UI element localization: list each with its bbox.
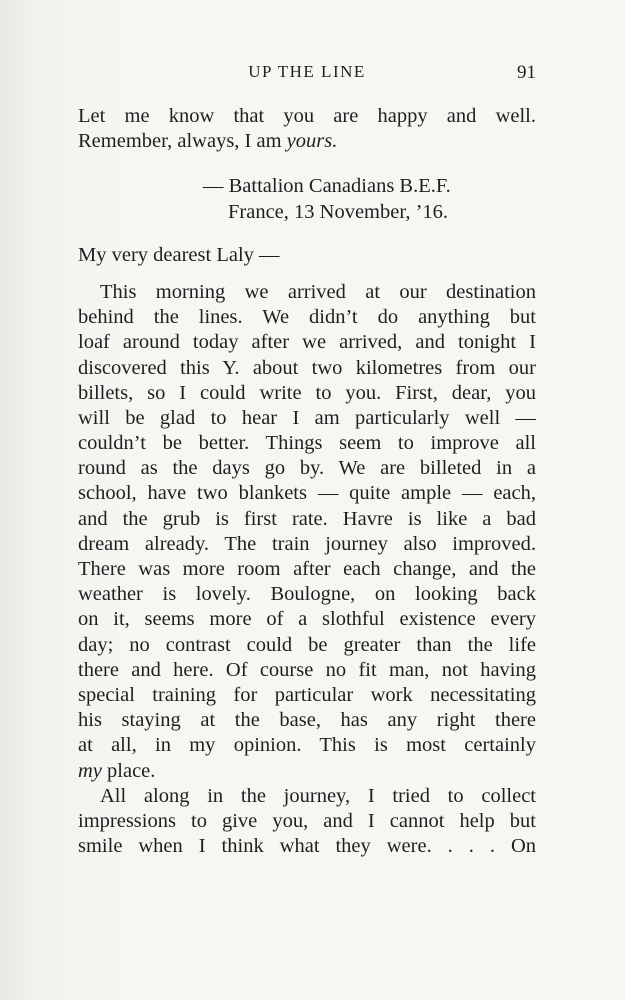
paragraph-line: weather is lovely. Boulogne, on looking back [78,583,536,606]
closing-text: Remember, always, I am [78,130,287,153]
dateline-line-2: France, 13 November, ’16. [228,200,449,223]
paragraph-line: smile when I think what they were. . . . On [78,835,536,858]
closing-line-1: Let me know that you are happy and well. [78,105,536,127]
running-head [78,62,536,86]
emphasis-word: my [78,759,102,782]
paragraph-line: behind the lines. We didn’t do anything but [78,306,536,329]
paragraph-line: and the grub is first rate. Havre is like a bad [78,507,536,530]
paragraph-line: will be glad to hear I am particularly well — [78,406,536,429]
paragraph-line: round as the days go by. We are billeted in a [78,457,536,480]
running-title: UP THE LINE [248,62,366,81]
paragraph-line: This morning we arrived at our destination [100,280,536,303]
paragraph-last-line [78,759,536,784]
paragraph-line: There was more room after each change, and the [78,558,536,580]
paragraph-line: there and here. Of course no fit man, not having [78,658,536,681]
paragraph-1 [78,280,536,784]
paragraph-line: school, have two blankets — quite ample — each, [78,482,536,505]
closing-line-2 [78,129,536,154]
paragraph-line: loaf around today after we arrived, and tonight I [78,331,536,354]
body-text [78,104,536,859]
paragraph-line: impressions to give you, and I cannot help but [78,809,536,832]
paragraph-line: billets, so I could write to you. First, dear, you [78,381,536,404]
paragraph-line: day; no contrast could be greater than the life [78,633,536,656]
paragraph-line: All along in the journey, I tried to collect [100,784,536,807]
closing-emphasis: yours. [286,130,338,153]
paragraph-line: special training for particular work necessitating [78,683,536,706]
paragraph-line: discovered this Y. about two kilometres from our [78,356,536,379]
last-line-text: place. [101,759,156,782]
paragraph-line: dream already. The train journey also improved. [78,532,536,555]
paragraph-line: couldn’t be better. Things seem to improve all [78,432,536,455]
salutation: My very dearest Laly — [78,243,280,266]
paragraph-line: at all, in my opinion. This is most certainly [78,734,536,757]
paragraph-line: his staying at the base, has any right there [78,709,536,732]
page-number: 91 [517,62,536,83]
paragraph-2 [78,784,536,860]
paragraph-line: on it, seems more of a slothful existence every [78,608,536,631]
dateline-line-1: — Battalion Canadians B.E.F. [203,175,451,198]
